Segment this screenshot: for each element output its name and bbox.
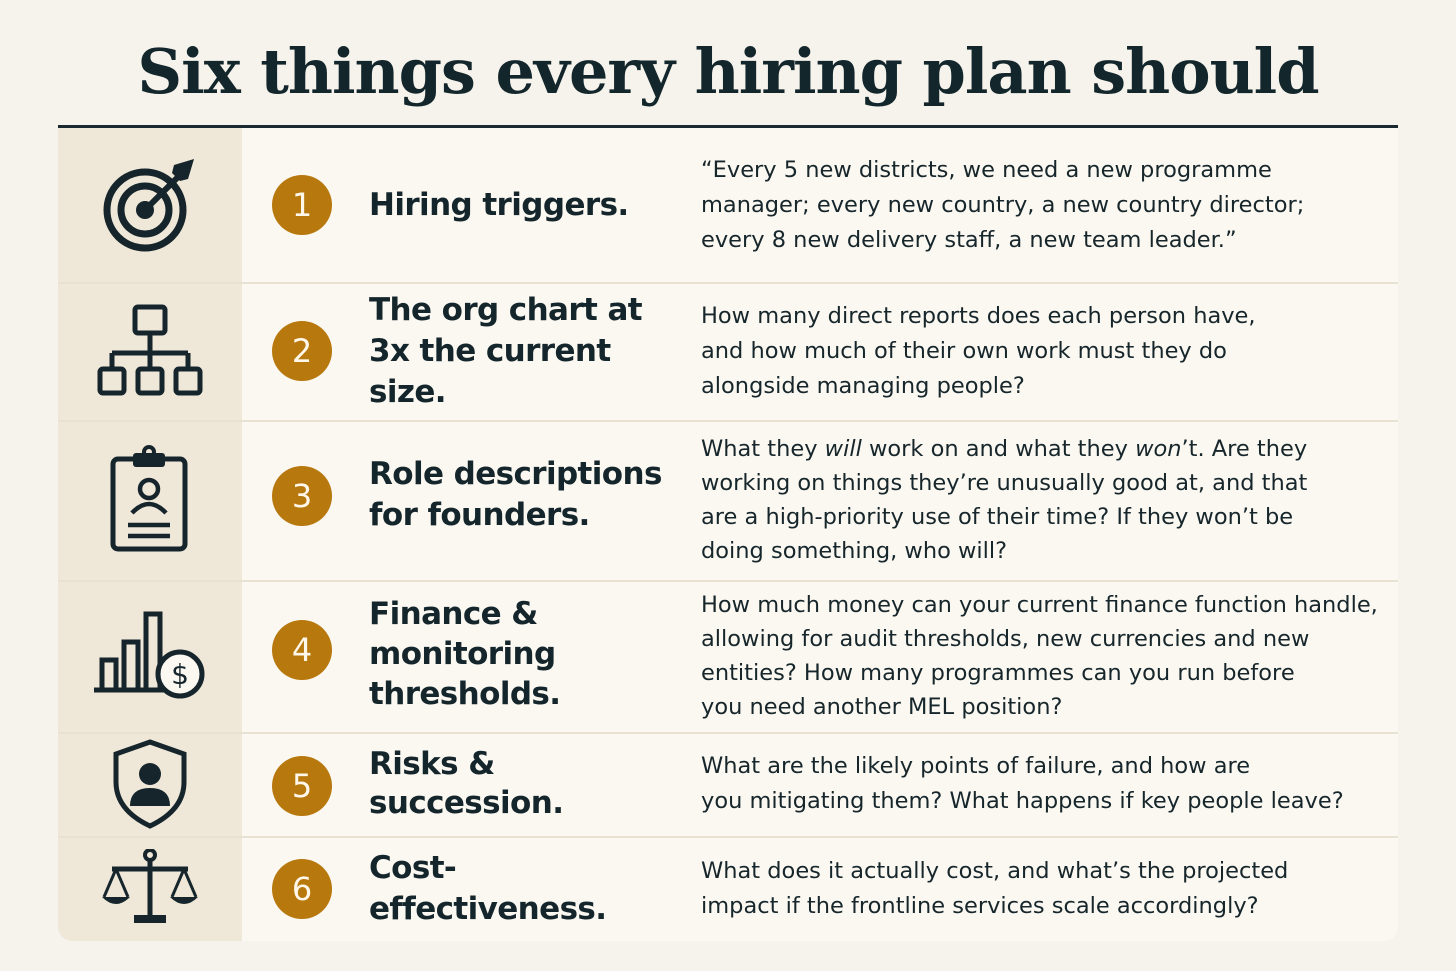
description-line: What does it actually cost, and what’s the projected [701,857,1289,884]
heading-line: Role descriptions [369,456,662,492]
step-number-badge: 1 [272,175,332,235]
step-number-badge: 5 [272,756,332,816]
table-row [58,836,1398,941]
step-number-badge: 3 [272,466,332,526]
heading-line: succession. [369,785,564,821]
step-number-badge: 4 [272,620,332,680]
heading-line: for founders. [369,497,590,533]
heading-line: thresholds. [369,676,561,712]
heading-line: Hiring triggers. [369,186,629,223]
row-description [701,732,1391,836]
table-row [58,282,1398,422]
row-heading [369,128,689,282]
row-description [701,420,1391,580]
balance-scale-icon [58,836,242,941]
table-row [58,580,1398,734]
description-line: and how much of their own work must they do [701,337,1227,364]
clipboard-profile-icon [58,420,242,580]
row-description [701,836,1391,941]
description-line: What are the likely points of failure, and how are [701,753,1251,779]
description-line: you mitigating them? What happens if key people leave? [701,788,1344,814]
description-line: you need another MEL position? [701,694,1063,720]
description-line: allowing for audit thresholds, new currencies and new [701,626,1310,652]
table-row [58,420,1398,582]
org-chart-icon [58,282,242,420]
description-line: alongside managing people? [701,372,1025,399]
bar-chart-dollar-icon [58,580,242,732]
description-line: How many direct reports does each person have, [701,302,1256,329]
heading-line: Risks & [369,746,495,782]
table-row [58,128,1398,284]
description-line: doing something, who will? [701,538,1008,564]
description-line: entities? How many programmes can you run before [701,660,1295,686]
row-description [701,128,1391,282]
target-icon [58,128,242,282]
row-description [701,282,1391,420]
step-number-badge: 6 [272,859,332,919]
svg-text:$: $ [171,658,189,691]
shield-person-icon [58,732,242,836]
row-heading [369,282,689,420]
heading-line: Cost-effectiveness. [369,849,607,927]
table-row [58,732,1398,838]
description-line: manager; every new country, a new country director; [701,191,1305,218]
row-description [701,580,1391,732]
checklist-table [58,128,1398,941]
row-heading [369,580,689,728]
description-line: “Every 5 new districts, we need a new programme [701,156,1272,183]
row-heading [369,732,689,836]
description-line: What they will work on and what they won’t. Are they [701,436,1308,462]
row-heading [369,836,689,941]
description-line: How much money can your current finance function handle, [701,592,1378,618]
description-line: working on things they’re unusually good at, and that [701,470,1308,496]
heading-line: monitoring [369,636,556,672]
heading-line: The org chart at [369,291,643,328]
description-line: every 8 new delivery staff, a new team leader.” [701,226,1237,253]
description-line: are a high-priority use of their time? If they won’t be [701,504,1294,530]
heading-line: Finance & [369,596,538,632]
row-heading [369,420,689,570]
step-number-badge: 2 [272,321,332,381]
heading-line: 3x the current size. [369,332,611,410]
description-line: impact if the frontline services scale accordingly? [701,892,1259,919]
page-title: Six things every hiring plan should [137,35,1319,108]
